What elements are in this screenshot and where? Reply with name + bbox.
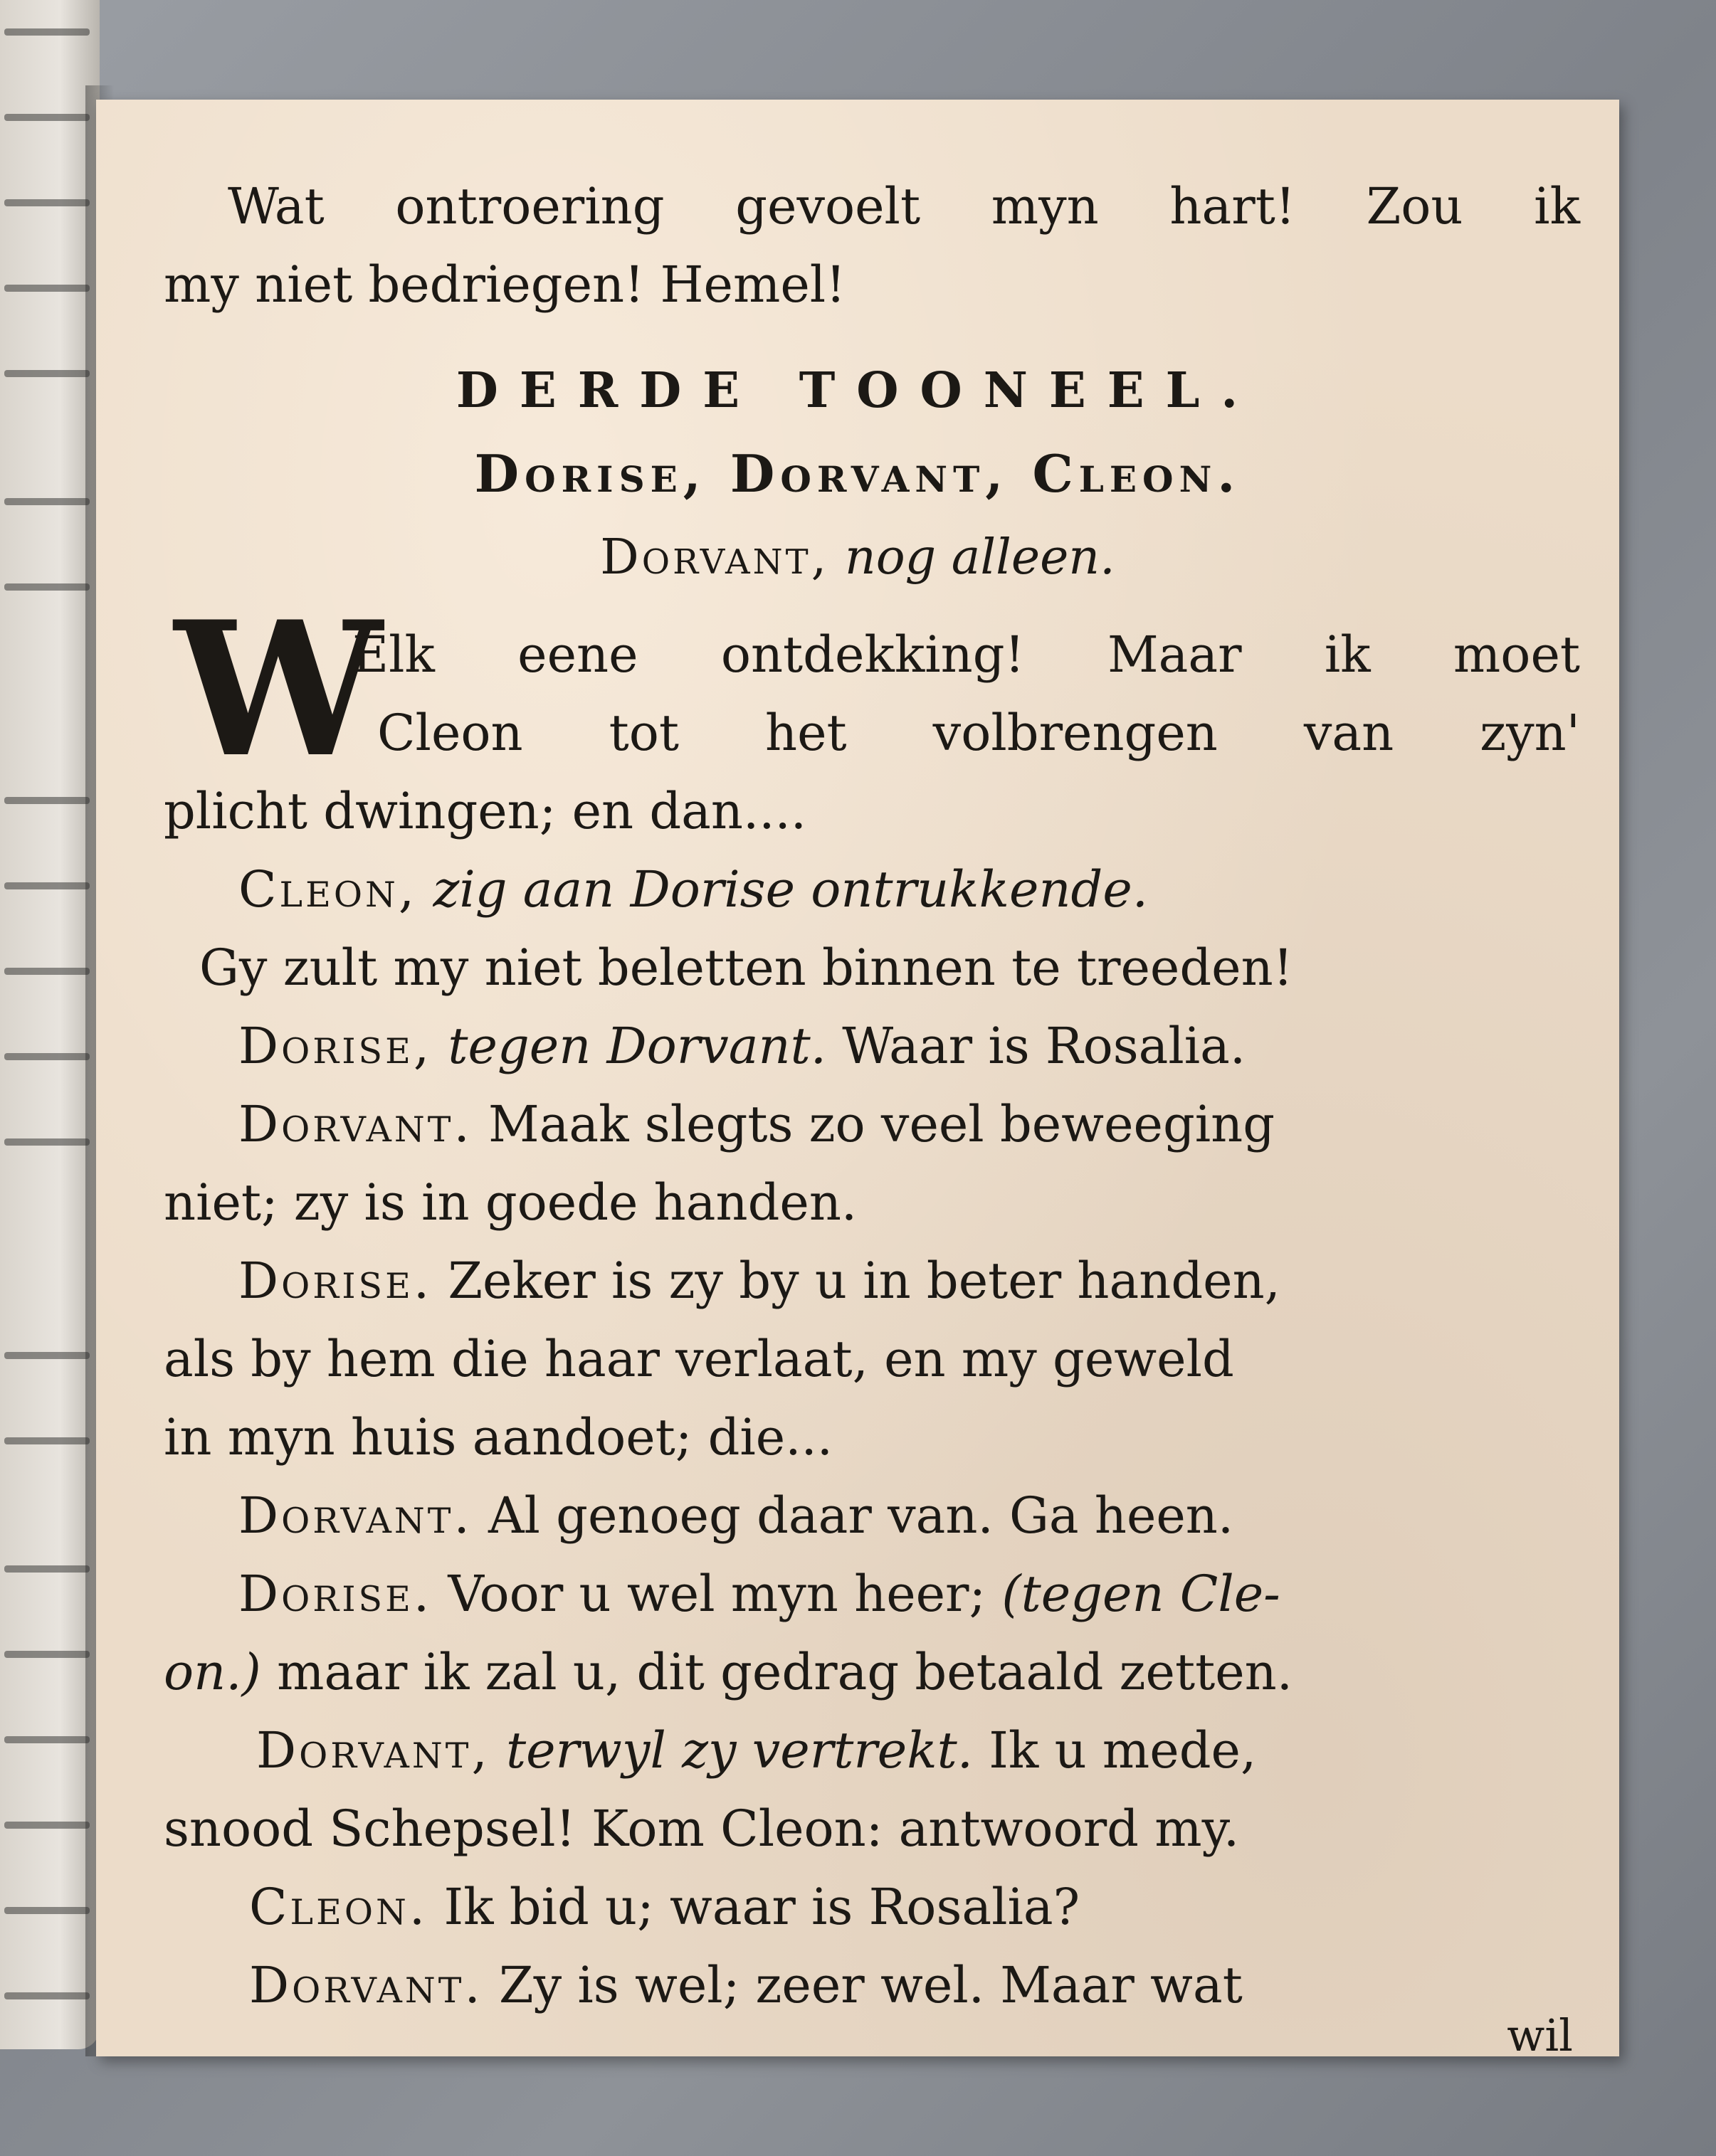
text-line: in myn huis aandoet; die... — [164, 1408, 833, 1467]
speech-line — [238, 1095, 1580, 1153]
text-line: Wat ontroering gevoelt myn hart! Zou ik — [228, 177, 1580, 236]
speech-text: Voor u wel myn heer; — [448, 1565, 986, 1623]
speech-text: maar ik zal u, dit gedrag betaald zetten. — [277, 1643, 1293, 1701]
facing-page-text-fragment — [4, 199, 90, 206]
speech-line — [238, 1252, 1580, 1310]
speaker-name: Dorvant, — [256, 1721, 490, 1780]
speaker-name: Dorvant. — [238, 1486, 473, 1545]
speaker-name: Dorise. — [238, 1565, 433, 1623]
facing-page-text-fragment — [4, 1437, 90, 1444]
speech-heading — [238, 860, 1580, 919]
facing-page-text-fragment — [4, 285, 90, 292]
scene-heading: DERDE TOONEEL. — [456, 362, 1260, 419]
facing-page-text-fragment — [4, 1053, 90, 1060]
facing-page-text-fragment — [4, 1352, 90, 1359]
text-line: als by hem die haar verlaat, en my geweld — [164, 1330, 1234, 1388]
speech-line — [256, 1721, 1580, 1780]
text-line: my niet bedriegen! Hemel! — [164, 255, 846, 314]
facing-page-text-fragment — [4, 968, 90, 975]
speaker-name: Cleon, — [238, 860, 418, 919]
stage-direction: on.) — [164, 1643, 261, 1701]
catchword: wil — [1507, 2009, 1573, 2061]
facing-page-text-fragment — [4, 498, 90, 505]
speech-text: Ik u mede, — [989, 1721, 1257, 1780]
text-line: snood Schepsel! Kom Cleon: antwoord my. — [164, 1800, 1240, 1858]
speech-continuation — [164, 1643, 1580, 1701]
stage-direction: tegen Dorvant. — [448, 1017, 827, 1075]
speech-line — [238, 1565, 1580, 1623]
speech-line — [249, 1878, 1580, 1936]
speech-text: Waar is Rosalia. — [842, 1017, 1246, 1075]
facing-page-edge — [0, 0, 100, 2049]
facing-page-text-fragment — [4, 114, 90, 121]
facing-page-text-fragment — [4, 797, 90, 804]
stage-direction: nog alleen. — [844, 529, 1115, 586]
speech-text: Ik bid u; waar is Rosalia? — [443, 1878, 1080, 1936]
text-line: niet; zy is in goede handen. — [164, 1173, 858, 1232]
facing-page-text-fragment — [4, 1992, 90, 1999]
speaker-name: Dorvant. — [238, 1095, 473, 1153]
facing-page-text-fragment — [4, 1736, 90, 1743]
facing-page-text-fragment — [4, 28, 90, 36]
facing-page-text-fragment — [4, 882, 90, 889]
book-page — [96, 100, 1619, 2061]
speaker-name: Dorise, — [238, 1017, 433, 1075]
drop-cap: W — [174, 581, 382, 798]
facing-page-text-fragment — [4, 1138, 90, 1146]
stage-direction: (tegen Cle- — [1001, 1565, 1280, 1623]
speech-text: Maak slegts zo veel beweeging — [488, 1095, 1275, 1153]
facing-page-text-fragment — [4, 1651, 90, 1658]
speech-text: Zy is wel; zeer wel. Maar wat — [498, 1956, 1243, 2014]
facing-page-text-fragment — [4, 583, 90, 591]
speech-text: Zeker is zy by u in beter handen, — [448, 1252, 1280, 1310]
stage-direction-line — [96, 529, 1619, 586]
facing-page-text-fragment — [4, 370, 90, 377]
speaker-name: Dorvant, — [600, 529, 830, 586]
stage-direction: terwyl zy vertrekt. — [505, 1721, 974, 1780]
text-line: Elk eene ontdekking! Maar ik moet — [352, 625, 1580, 684]
facing-page-text-fragment — [4, 1822, 90, 1829]
speaker-name: Cleon. — [249, 1878, 428, 1936]
stage-direction: zig aan Dorise ontrukkende. — [433, 860, 1149, 919]
facing-page-text-fragment — [4, 1907, 90, 1914]
speaker-name: Dorvant. — [249, 1956, 483, 2014]
speech-line — [238, 1017, 1580, 1075]
speech-text: Al genoeg daar van. Ga heen. — [488, 1486, 1234, 1545]
cast-list: Dorise, Dorvant, Cleon. — [474, 443, 1241, 504]
text-line: Cleon tot het volbrengen van zyn' — [377, 704, 1580, 762]
text-line: Gy zult my niet beletten binnen te treeden! — [199, 939, 1293, 997]
speaker-name: Dorise. — [238, 1252, 433, 1310]
facing-page-text-fragment — [4, 1565, 90, 1573]
speech-line — [238, 1486, 1580, 1545]
text-line: plicht dwingen; en dan.... — [164, 782, 806, 840]
speech-line — [249, 1956, 1580, 2014]
